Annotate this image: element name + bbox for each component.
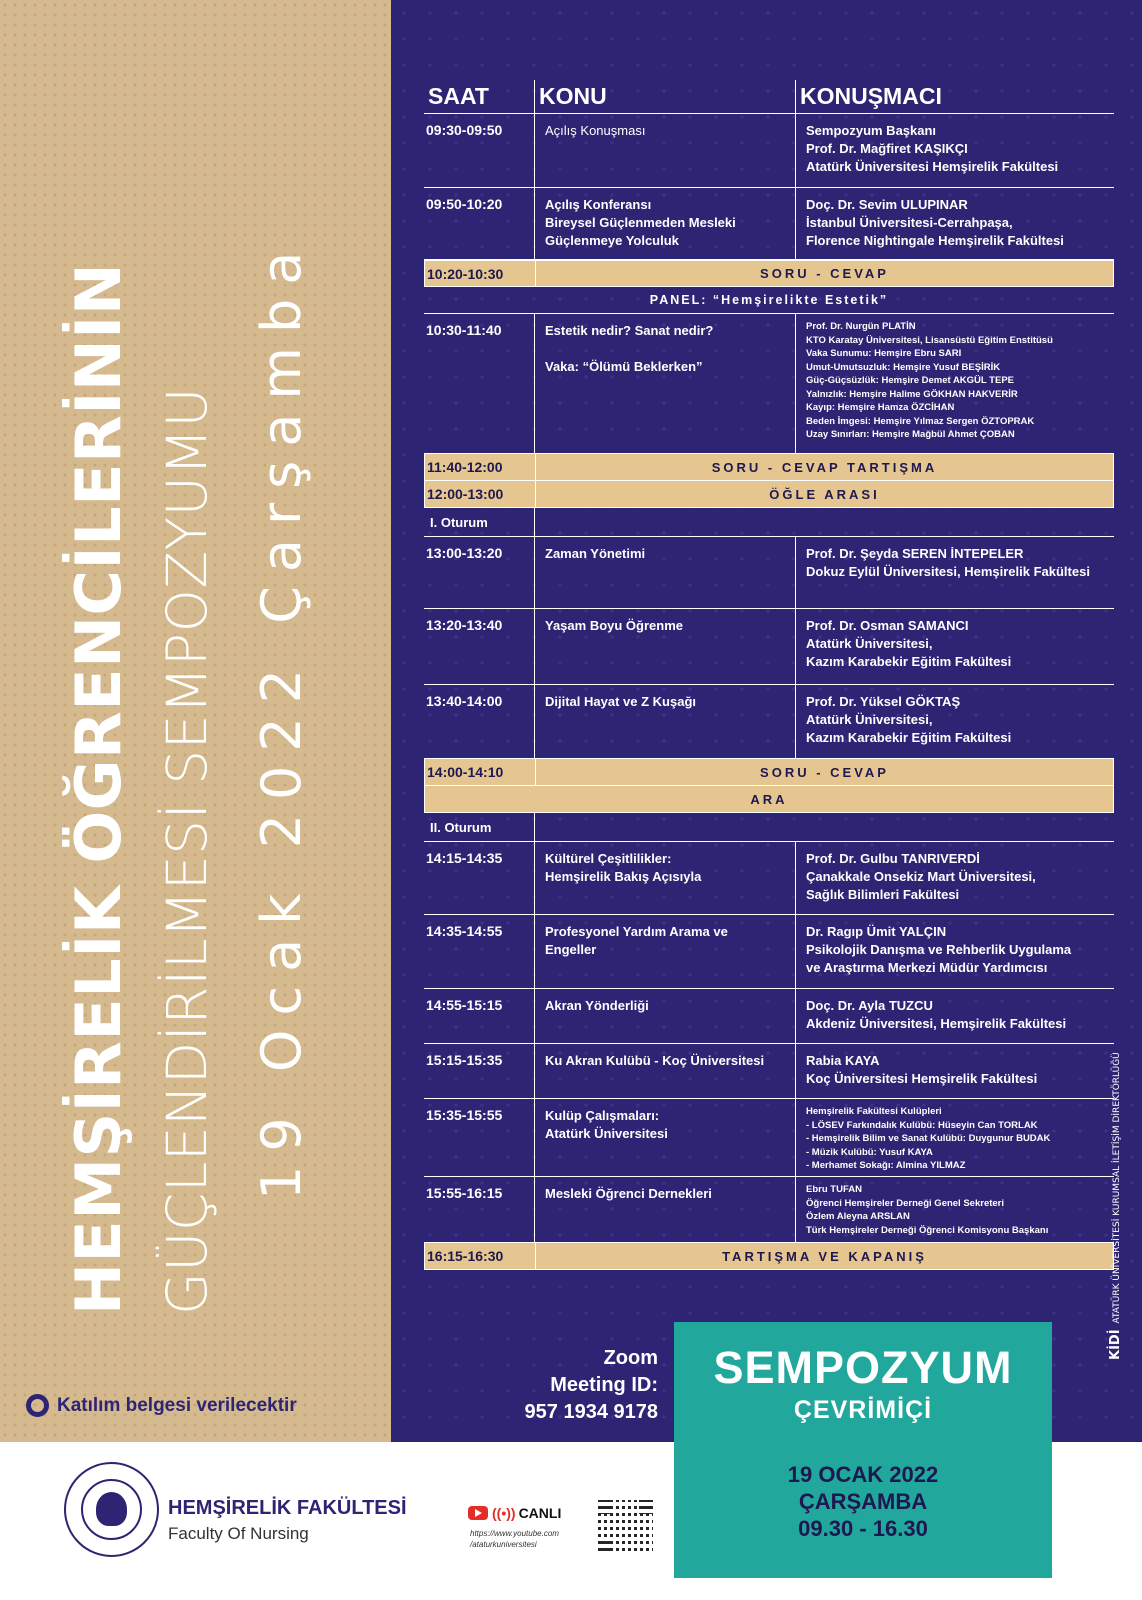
header-time: SAAT xyxy=(428,83,489,109)
table-row: 13:00-13:20 Zaman Yönetimi Prof. Dr. Şeyda SEREN İNTEPELER Dokuz Eylül Üniversitesi, Hemşirelik Fakültesi xyxy=(424,537,1114,609)
youtube-icon xyxy=(468,1506,488,1520)
break-band: 14:00-14:10 SORU - CEVAP xyxy=(424,759,1114,786)
table-row: 15:35-15:55 Kulüp Çalışmaları: Atatürk Üniversitesi Hemşirelik Fakültesi Kulüpleri - LÖSEV Farkındalık Kulübü: Hüseyin Can TORLAK - Hemşirelik Bilim ve Sanat Kulübü: Duygunur BUDAK - Müzik Kulübü: Yusuf KAYA - Merhamet Sokağı: Almina YILMAZ xyxy=(424,1099,1114,1177)
table-row: 13:20-13:40 Yaşam Boyu Öğrenme Prof. Dr. Osman SAMANCI Atatürk Üniversitesi, Kazım Karabekir Eğitim Fakültesi xyxy=(424,609,1114,685)
table-row: 14:15-14:35 Kültürel Çeşitlilikler: Hemşirelik Bakış Açısıyla Prof. Dr. Gulbu TANRIVERDİ Çanakkale Onsekiz Mart Üniversitesi, Sağlık Bilimleri Fakültesi xyxy=(424,842,1114,915)
session-label: I. Oturum xyxy=(424,508,1114,537)
header-speaker: KONUŞMACI xyxy=(795,80,1114,113)
promo-box xyxy=(674,1322,1052,1578)
promo-title: SEMPOZYUM xyxy=(713,1342,1013,1393)
youtube-link[interactable]: https://www.youtube.com /ataturkuniversitesi xyxy=(470,1529,559,1549)
promo-subtitle: ÇEVRİMİÇİ xyxy=(793,1396,933,1424)
live-badge[interactable]: ((•)) CANLI xyxy=(468,1505,561,1521)
schedule-table xyxy=(424,80,1114,1270)
table-row: 10:30-11:40 Estetik nedir? Sanat nedir? Vaka: “Ölümü Beklerken” Prof. Dr. Nurgün PLATİN KTO Karatay Üniversitesi, Lisansüstü Eğitim Enstitüsü Vaka Sunumu: Hemşire Ebru SARI Umut-Umutsuzluk: Hemşire Yusuf BEŞİRİK Güç-Güçsüzlük: Hemşire Demet AKGÜL TEPE Yalnızlık: Hemşire Halime GÖKHAN HAKVERİR Kayıp: Hemşire Hamza ÖZCİHAN Beden İmgesi: Hemşire Yılmaz Sergen ÖZTOPRAK Uzay Sınırları: Hemşire Mağbül Ahmet ÇOBAN xyxy=(424,314,1114,454)
session-label: II. Oturum xyxy=(424,813,1114,842)
live-icon: ((•)) xyxy=(492,1505,516,1521)
qr-code-icon[interactable] xyxy=(598,1500,653,1555)
table-row: 14:55-15:15 Akran Yönderliği Doç. Dr. Ayla TUZCU Akdeniz Üniversitesi, Hemşirelik Fakültesi xyxy=(424,989,1114,1044)
panel-title: PANEL: “Hemşirelikte Estetik” xyxy=(424,287,1114,314)
table-row: 09:30-09:50 Açılış Konuşması Sempozyum Başkanı Prof. Dr. Mağfiret KAŞIKÇI Atatürk Üniversitesi Hemşirelik Fakültesi xyxy=(424,114,1114,188)
break-band: 10:20-10:30 SORU - CEVAP xyxy=(424,260,1114,287)
title-line2: GÜÇLENDİRİLMESİ SEMPOZYUMU xyxy=(155,386,219,1315)
break-band: 16:15-16:30 TARTIŞMA VE KAPANIŞ xyxy=(424,1243,1114,1270)
university-seal-icon xyxy=(64,1462,159,1557)
date-line: 19 Ocak 2022 Çarşamba xyxy=(250,237,313,1200)
faculty-name: HEMŞİRELİK FAKÜLTESİ Faculty Of Nursing xyxy=(168,1497,407,1543)
promo-date: 19 OCAK 2022 ÇARŞAMBA 09.30 - 16.30 xyxy=(787,1462,939,1541)
table-header xyxy=(424,80,1114,114)
certificate-note: Katılım belgesi verilecektir xyxy=(26,1394,297,1417)
left-panel xyxy=(0,0,391,1442)
kidi-logo: KİDİATATÜRK ÜNİVERSİTESİ KURUMSAL İLETİŞİM DİREKTÖRLÜĞÜ xyxy=(1108,1052,1123,1360)
table-row: 14:35-14:55 Profesyonel Yardım Arama ve Engeller Dr. Ragıp Ümit YALÇIN Psikolojik Danışma ve Rehberlik Uygulama ve Araştırma Merkezi Müdür Yardımcısı xyxy=(424,915,1114,989)
table-row: 15:55-16:15 Mesleki Öğrenci Dernekleri Ebru TUFAN Öğrenci Hemşireler Derneği Genel Sekreteri Özlem Aleyna ARSLAN Türk Hemşireler Derneği Öğrenci Komisyonu Başkanı xyxy=(424,1177,1114,1243)
table-row: 09:50-10:20 Açılış Konferansı Bireysel Güçlenmeden Mesleki Güçlenmeye Yolculuk Doç. Dr. Sevim ULUPINAR İstanbul Üniversitesi-Cerrahpaşa, Florence Nightingale Hemşirelik Fakültesi xyxy=(424,188,1114,260)
zoom-info: Zoom Meeting ID: 957 1934 9178 xyxy=(524,1347,658,1423)
table-row: 13:40-14:00 Dijital Hayat ve Z Kuşağı Prof. Dr. Yüksel GÖKTAŞ Atatürk Üniversitesi, Kazım Karabekir Eğitim Fakültesi xyxy=(424,685,1114,759)
break-band: 11:40-12:00 SORU - CEVAP TARTIŞMA xyxy=(424,454,1114,481)
table-row: 15:15-15:35 Ku Akran Kulübü - Koç Üniversitesi Rabia KAYA Koç Üniversitesi Hemşirelik Fakültesi xyxy=(424,1044,1114,1099)
ring-icon xyxy=(26,1394,49,1417)
break-band: 12:00-13:00 ÖĞLE ARASI xyxy=(424,481,1114,508)
header-topic: KONU xyxy=(534,80,795,113)
break-band: ARA xyxy=(424,786,1114,813)
title-line1: HEMŞİRELİK ÖĞRENCİLERİNİN xyxy=(62,262,135,1315)
